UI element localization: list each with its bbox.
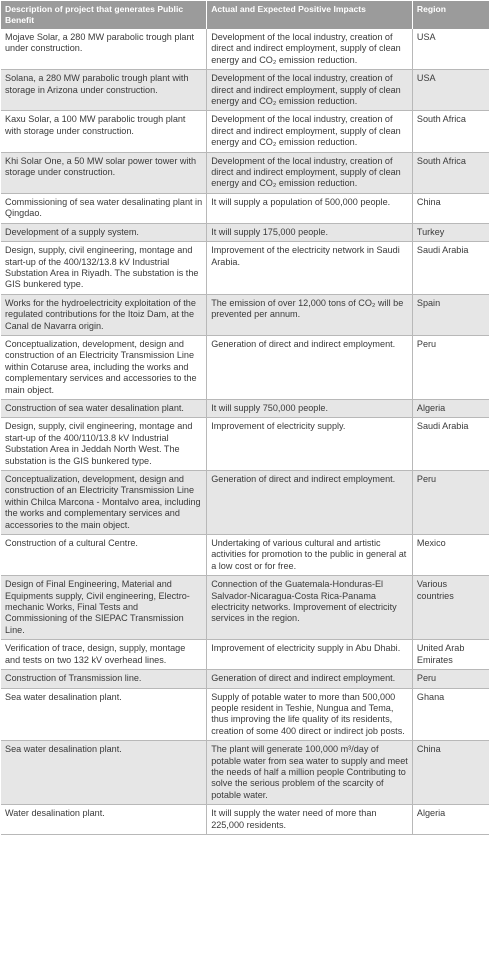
table-row (1, 576, 489, 640)
cell-project: Works for the hydroelectricity exploitation of the regulated contributions for the Itoiz Dam, at the Canal de Navarra origin. (1, 294, 207, 335)
cell-impacts: Generation of direct and indirect employment. (207, 670, 413, 688)
cell-region: Mexico (412, 535, 489, 576)
cell-project: Design, supply, civil engineering, montage and start-up of the 400/110/13.8 kV Industrial Substation Area in Jeddah North West. The substation is the GIS bunkered type. (1, 418, 207, 471)
table-row (1, 223, 489, 241)
cell-region: China (412, 741, 489, 805)
cell-region: Peru (412, 471, 489, 535)
cell-region: Spain (412, 294, 489, 335)
header-row (1, 1, 489, 29)
cell-project: Construction of sea water desalination plant. (1, 399, 207, 417)
table-row (1, 152, 489, 193)
cell-region: Saudi Arabia (412, 418, 489, 471)
cell-region: Algeria (412, 399, 489, 417)
table-row (1, 193, 489, 223)
cell-project: Kaxu Solar, a 100 MW parabolic trough plant with storage under construction. (1, 111, 207, 152)
table-row (1, 399, 489, 417)
cell-impacts: Undertaking of various cultural and artistic activities for promotion to the public in general at a low cost or for free. (207, 535, 413, 576)
table-row (1, 471, 489, 535)
cell-region: South Africa (412, 152, 489, 193)
table-row (1, 805, 489, 835)
cell-project: Verification of trace, design, supply, montage and tests on two 132 kV overhead lines. (1, 640, 207, 670)
table-row (1, 535, 489, 576)
cell-impacts: Improvement of electricity supply in Abu Dhabi. (207, 640, 413, 670)
table-row (1, 640, 489, 670)
table-row (1, 29, 489, 70)
table-row (1, 688, 489, 741)
cell-project: Design of Final Engineering, Material and Equipments supply, Civil engineering, Electro-mechanic Works, Final Tests and Commissioning of the SIEPAC Transmission Line. (1, 576, 207, 640)
cell-region: United Arab Emirates (412, 640, 489, 670)
cell-project: Conceptualization, development, design and construction of an Electricity Transmission Line within Chilca Marcona - Montalvo area, including the works and complementary services and accessories to the main object. (1, 471, 207, 535)
table-row (1, 335, 489, 399)
table-row (1, 418, 489, 471)
cell-impacts: Development of the local industry, creation of direct and indirect employment, supply of clean energy and CO₂ emission reduction. (207, 29, 413, 70)
cell-project: Mojave Solar, a 280 MW parabolic trough plant under construction. (1, 29, 207, 70)
table-row (1, 242, 489, 295)
cell-impacts: Improvement of the electricity network in Saudi Arabia. (207, 242, 413, 295)
cell-impacts: It will supply the water need of more than 225,000 residents. (207, 805, 413, 835)
cell-impacts: Development of the local industry, creation of direct and indirect employment, supply of clean energy and CO₂ emission reduction. (207, 152, 413, 193)
cell-impacts: Connection of the Guatemala-Honduras-El Salvador-Nicaragua-Costa Rica-Panama electricity networks. Improvement of electricity services in the region. (207, 576, 413, 640)
cell-region: Ghana (412, 688, 489, 741)
cell-region: Algeria (412, 805, 489, 835)
cell-impacts: Generation of direct and indirect employment. (207, 471, 413, 535)
cell-project: Sea water desalination plant. (1, 688, 207, 741)
cell-region: China (412, 193, 489, 223)
cell-impacts: The plant will generate 100,000 m³/day of potable water from sea water to supply and meet the needs of half a million people Contributing to solve the serious problem of the scarcity of potable water. (207, 741, 413, 805)
cell-project: Solana, a 280 MW parabolic trough plant with storage in Arizona under construction. (1, 70, 207, 111)
cell-region: USA (412, 29, 489, 70)
table-row (1, 70, 489, 111)
cell-impacts: Improvement of electricity supply. (207, 418, 413, 471)
cell-impacts: It will supply 750,000 people. (207, 399, 413, 417)
header-region: Region (412, 1, 489, 29)
header-project: Description of project that generates Public Benefit (1, 1, 207, 29)
cell-impacts: Development of the local industry, creation of direct and indirect employment, supply of clean energy and CO₂ emission reduction. (207, 70, 413, 111)
public-benefit-table (1, 1, 489, 835)
table-row (1, 670, 489, 688)
cell-impacts: It will supply a population of 500,000 people. (207, 193, 413, 223)
cell-region: South Africa (412, 111, 489, 152)
cell-region: USA (412, 70, 489, 111)
table-row (1, 294, 489, 335)
cell-project: Design, supply, civil engineering, montage and start-up of the 400/132/13.8 kV Industrial Substation Area in Riyadh. The substation is the GIS bunkered type. (1, 242, 207, 295)
table-row (1, 741, 489, 805)
cell-project: Commissioning of sea water desalinating plant in Qingdao. (1, 193, 207, 223)
cell-region: Peru (412, 335, 489, 399)
table-body (1, 29, 489, 834)
cell-region: Saudi Arabia (412, 242, 489, 295)
cell-project: Construction of a cultural Centre. (1, 535, 207, 576)
cell-project: Khi Solar One, a 50 MW solar power tower with storage under construction. (1, 152, 207, 193)
cell-impacts: Development of the local industry, creation of direct and indirect employment, supply of clean energy and CO₂ emission reduction. (207, 111, 413, 152)
cell-project: Conceptualization, development, design and construction of an Electricity Transmission Line within Cotaruse area, including the works and complementary services and accessories to the main object. (1, 335, 207, 399)
header-impacts: Actual and Expected Positive Impacts (207, 1, 413, 29)
cell-region: Turkey (412, 223, 489, 241)
cell-project: Development of a supply system. (1, 223, 207, 241)
cell-project: Sea water desalination plant. (1, 741, 207, 805)
cell-region: Peru (412, 670, 489, 688)
cell-impacts: The emission of over 12,000 tons of CO₂ will be prevented per annum. (207, 294, 413, 335)
cell-project: Construction of Transmission line. (1, 670, 207, 688)
table-row (1, 111, 489, 152)
cell-impacts: It will supply 175,000 people. (207, 223, 413, 241)
cell-region: Various countries (412, 576, 489, 640)
cell-impacts: Generation of direct and indirect employment. (207, 335, 413, 399)
cell-impacts: Supply of potable water to more than 500,000 people resident in Teshie, Nungua and Tema, thus improving the life quality of its residents, creation of some 400 direct or indirect job posts. (207, 688, 413, 741)
cell-project: Water desalination plant. (1, 805, 207, 835)
